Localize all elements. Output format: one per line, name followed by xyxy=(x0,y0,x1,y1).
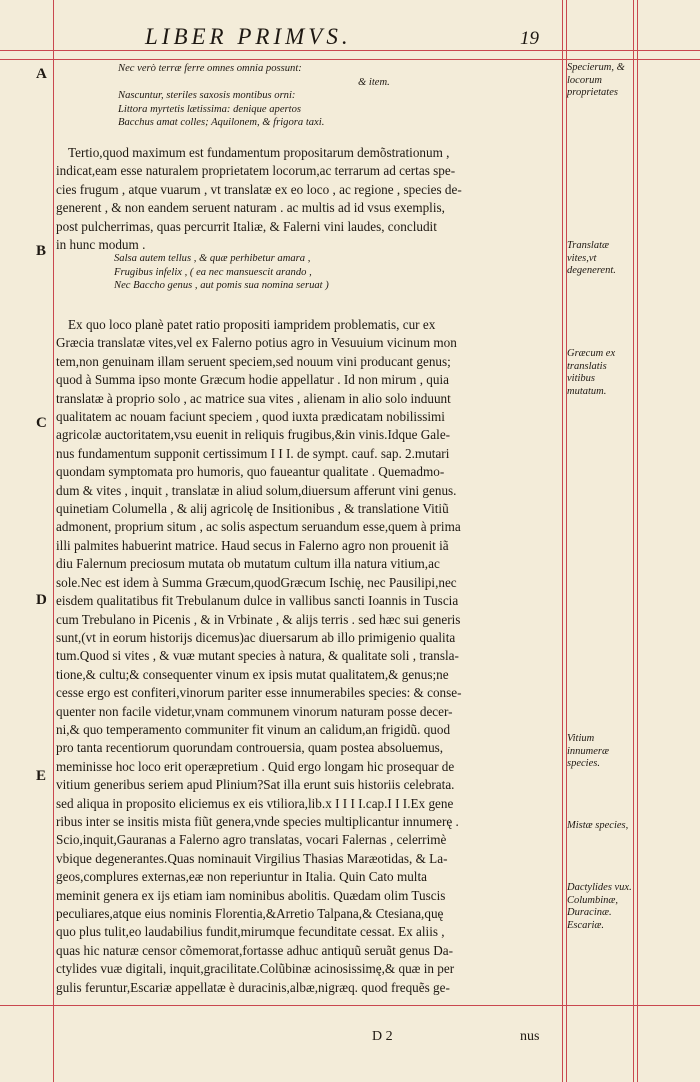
text-line: Græcia translatæ vites,vel ex Falerno potius agro in Vesuuium vicinum mon xyxy=(56,335,457,351)
verse-line: Littora myrtetis lætissima: denique apertos xyxy=(118,103,302,115)
text-line: quinetiam Columella , & alij agricolę de Insitionibus , & translatione Vitiũ xyxy=(56,501,449,517)
running-head: LIBER PRIMVS. xyxy=(145,24,352,49)
text-line: post pulcherrimas, quas percurrit Italiæ, & Falerni vini laudes, concludit xyxy=(56,218,437,234)
top-rule xyxy=(0,50,700,51)
text-line: vbique degenerantes.Quas nominauit Virgilius Thasias Maræotidas, & La- xyxy=(56,850,448,866)
text-line: geos,complures externas,eæ non reperiuntur in Italia. Quin Cato multa xyxy=(56,869,427,885)
text-line: agricolæ auctoritatem,vsu euenit in reliquis frugibus,&in vinis.Idque Gale- xyxy=(56,427,451,443)
marginal-note: Mistæ species, xyxy=(567,820,629,831)
text-line: sole.Nec est idem à Summa Græcum,quodGræcum Ischię, nec Pausilipi,nec xyxy=(56,574,457,590)
text-line: gulis feruntur,Escariæ appellatæ è duracinis,albæ,nigræq. quod frequẽs ge- xyxy=(56,979,450,995)
second-top-rule xyxy=(0,59,700,60)
paragraph-2 xyxy=(56,316,564,997)
text-line: pro tanta recentiorum quorundam controuersia, quam postea absoluemus, xyxy=(56,740,444,756)
text-line: peculiares,atque eius nominis Florentia,&Arretio Talpana,& Ctesiana,quę xyxy=(56,906,444,921)
verse-line: Nec verò terræ ferre omnes omnia possunt: xyxy=(118,63,302,74)
text-line: cies frugum , atque vuarum , vt translatæ ex eo loco , ac regione , species de- xyxy=(56,181,462,197)
text-line: Tertio,quod maximum est fundamentum propositarum demõstrationum , xyxy=(68,145,450,160)
marginal-note: Dactylides vux. Columbinæ, Duracinæ. Escariæ. xyxy=(567,882,632,931)
text-line: quondam symptomata pro humoris, quo faueantur qualitate . Quemadmo- xyxy=(56,464,445,480)
margin-rule-2 xyxy=(633,0,634,1082)
text-line: Ex quo loco planè patet ratio propositi iampridem problematis, cur ex xyxy=(68,317,436,332)
margin-letter-c: C xyxy=(36,415,47,431)
paragraph-1 xyxy=(56,144,564,254)
verse-line: Salsa autem tellus , & quæ perhibetur amara , xyxy=(114,253,311,264)
verse-line: Nascuntur, steriles saxosis montibus orni: xyxy=(118,90,296,101)
marginal-note: Specierum, & locorum proprietates xyxy=(567,62,625,98)
bottom-rule xyxy=(0,1005,700,1006)
signature-mark: D 2 xyxy=(372,1029,393,1044)
verse-line: Bacchus amat colles; Aquilonem, & frigora taxi. xyxy=(118,117,325,128)
text-line: meminisse hoc loco erit operæpretium . Quid ergo longam hic prosequar de xyxy=(56,758,455,774)
text-line: admonent, proprium situm , ac solis aspectum seruandum esse,quem à prima xyxy=(56,519,461,535)
text-line: in hunc modum . xyxy=(56,237,146,253)
catchword: nus xyxy=(520,1029,540,1044)
margin-letter-e: E xyxy=(36,768,47,784)
verse-quotation-2 xyxy=(114,252,494,293)
text-line: dum & vites , inquit , translatæ in aliud solum,diuersum afferunt vini genus. xyxy=(56,482,457,498)
verse-line: & item. xyxy=(358,76,390,88)
text-line: ctylides vuæ digitali, inquit,gracilitate.Colũbinæ acinosissimę,& quæ in per xyxy=(56,961,455,977)
text-line: tione,& cultu;& consequenter vinum ex ipsis mutat qualitatem,& genus;ne xyxy=(56,666,449,682)
margin-letter-b: B xyxy=(36,243,47,259)
text-line: quo plus tulit,eo laudabilius fundit,mirumque fecunditate cessat. Ex aliis , xyxy=(56,924,445,940)
verse-quotation-1 xyxy=(118,62,498,130)
marginal-note: Translatæ vites,vt degenerent. xyxy=(567,240,616,276)
text-line: vitium generibus seriem apud Plinium?Sat illa erunt suis historiis celebrata. xyxy=(56,777,455,793)
text-line: indicat,eam esse naturalem proprietatem locorum,ac terrarum ad certas spe- xyxy=(56,163,456,179)
text-line: quenter non facile videtur,vnam communem vinorum naturam posse decer- xyxy=(56,703,453,719)
marginal-note: Vitium innumeræ species. xyxy=(567,733,609,769)
text-line: qualitatem ac nouam faciunt speciem , quod iuxta prædicatam nobilissimi xyxy=(56,409,445,425)
marginal-note: Græcum ex translatis vitibus mutatum. xyxy=(567,348,616,397)
page-number: 19 xyxy=(520,28,539,49)
margin-letter-a: A xyxy=(36,66,47,82)
text-line: ni,& quo temperamento communiter fit vinum an calidum,an frigidũ. quod xyxy=(56,721,451,737)
text-line: Scio,inquit,Gauranas a Falerno agro translatas, vocari Falernas , celerrimè xyxy=(56,832,447,848)
text-line: cum Trebulano in Picenis , & in Vrbinate , & alijs terris . sed hæc sui generis xyxy=(56,611,461,627)
text-line: quod à Summa ipso monte Græcum hodie appellatur . Id non mirum , quia xyxy=(56,372,449,388)
margin-rule-3 xyxy=(637,0,638,1082)
text-line: quas hic naturæ censor cõmemorat,fortasse adhuc antiquũ seruãt genus Da- xyxy=(56,942,453,958)
text-line: translatæ à proprio solo , ac matrice sua vites , alienam in alio solo induunt xyxy=(56,390,451,406)
text-line: sunt,(vt in eorum historijs dicemus)ac diuersarum ab illo primigenio qualita xyxy=(56,629,456,645)
text-line: generent , & non eandem seruent naturam . ac multis ad id vsus exemplis, xyxy=(56,200,445,216)
left-rule xyxy=(53,0,54,1082)
text-line: tem,non genuinam illam seruent speciem,sed nouum vini producant genus; xyxy=(56,353,451,369)
text-line: illi palmites habuerint matrice. Haud secus in Falerno agro non prouenit iã xyxy=(56,537,449,553)
margin-letter-d: D xyxy=(36,592,47,608)
text-line: meminit genera ex ijs etiam iam nominibus abolitis. Quædam olim Tuscis xyxy=(56,887,446,903)
text-line: ribus inter se insitis mista fiũt genera,vnde species multiplicantur innumerę . xyxy=(56,813,459,829)
verse-line: Frugibus infelix , ( ea nec mansuescit arando , xyxy=(114,266,312,278)
text-line: nus fundamentum supponit certissimum I I I. de sympt. cauf. sap. 2.mutari xyxy=(56,445,450,461)
text-line: diu Falernum preciosum mutata ob mutatum cultum illa natura vitium,ac xyxy=(56,556,440,572)
verse-line: Nec Baccho genus , aut pomis sua nomina seruat ) xyxy=(114,280,329,291)
text-line: sed aliqua in proposito eliciemus ex eis vtiliora,lib.x I I I I.cap.I I I.Ex gene xyxy=(56,795,454,811)
text-line: tum.Quod si vites , & vuæ mutant species à natura, & qualitate soli , transla- xyxy=(56,648,459,664)
text-line: cesse ergo est confiteri,vinorum pariter esse innumerabiles species: & conse- xyxy=(56,685,462,701)
text-line: eisdem qualitatibus fit Trebulanum dulce in vallibus sancti Ioannis in Tuscia xyxy=(56,593,459,609)
